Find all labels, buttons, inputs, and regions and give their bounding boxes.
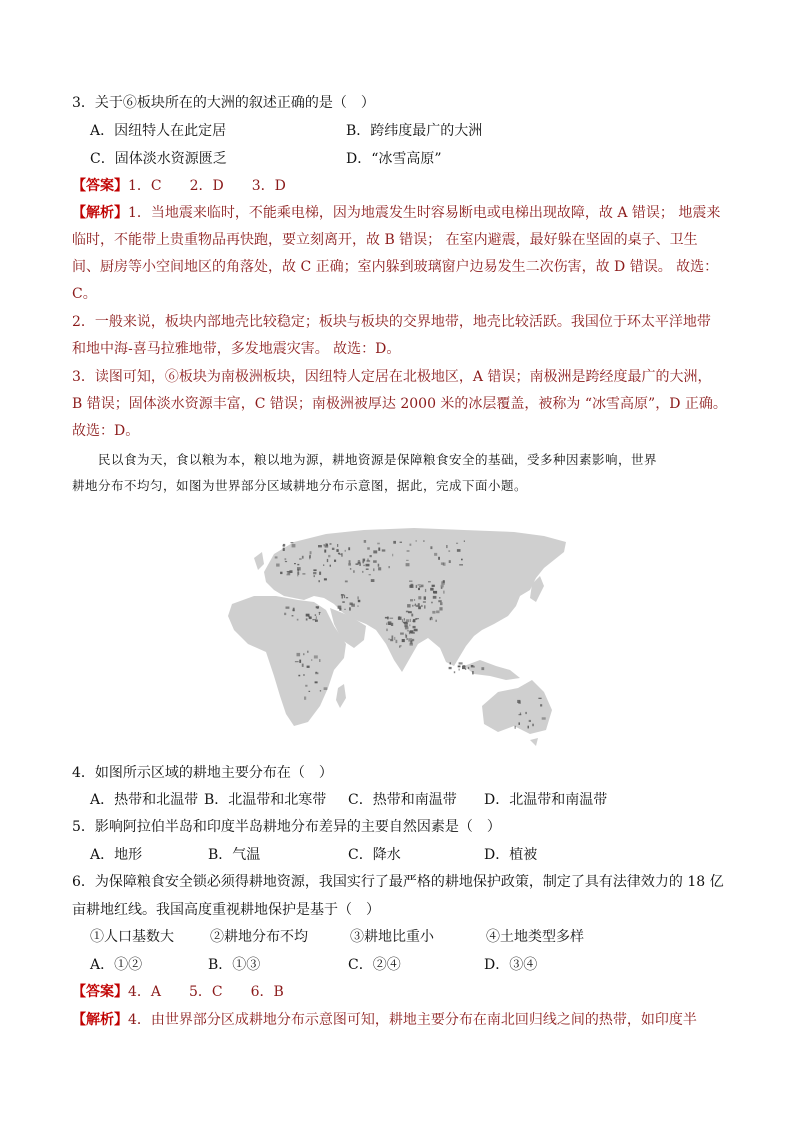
- farmland-patch: [465, 668, 466, 670]
- farmland-patch: [430, 588, 433, 591]
- farmland-patch: [459, 662, 463, 664]
- farmland-patch: [412, 639, 414, 641]
- q6-item-1: ①人口基数大: [90, 929, 174, 945]
- analysis-line: 和地中海-喜马拉雅地带，多发地震灾害。 故选：D。: [72, 341, 401, 357]
- farmland-patch: [430, 618, 431, 621]
- farmland-patch: [443, 591, 444, 594]
- farmland-patch: [410, 585, 413, 588]
- farmland-patch: [367, 547, 370, 549]
- farmland-patch: [327, 559, 328, 562]
- farmland-patch: [424, 605, 425, 608]
- farmland-patch: [404, 622, 408, 624]
- australia-landmass: [482, 680, 552, 734]
- farmland-patch: [346, 597, 348, 598]
- farmland-patch: [323, 544, 325, 546]
- farmland-patch: [366, 569, 369, 570]
- q5-option-b: B．气温: [208, 847, 261, 863]
- farmland-patch: [297, 572, 299, 575]
- farmland-patch: [406, 619, 409, 622]
- farmland-patch: [358, 560, 360, 562]
- farmland-patch: [525, 712, 527, 714]
- farmland-patch: [400, 633, 404, 635]
- farmland-patch: [304, 697, 306, 700]
- farmland-patch: [339, 554, 342, 555]
- farmland-patch: [302, 556, 304, 559]
- farmland-patch: [424, 596, 426, 599]
- farmland-patch: [438, 600, 441, 602]
- farmland-patch: [276, 564, 280, 567]
- farmland-patch: [297, 564, 299, 565]
- farmland-patch: [291, 542, 294, 543]
- analysis-line: 间、厨房等小空间地区的角落处，故 C 正确；室内躲到玻璃窗户边易发生二次伤害，故 D 错误。 故选：: [72, 259, 719, 275]
- farmland-patch: [316, 616, 317, 619]
- intro-line: 民以食为天，食以粮为本，粮以地为源，耕地资源是保障粮食安全的基础，受多种因素影响，世界: [72, 452, 658, 467]
- farmland-patch: [423, 601, 426, 602]
- farmland-patch: [284, 613, 286, 615]
- farmland-patch: [282, 545, 284, 547]
- farmland-patch: [342, 601, 345, 603]
- analysis-line: [72, 204, 720, 222]
- farmland-patch: [319, 572, 321, 575]
- farmland-patch: [390, 618, 394, 619]
- farmland-patch: [299, 558, 302, 560]
- farmland-patch: [344, 609, 345, 610]
- q3-stem: 3．关于⑥板块所在的大洲的叙述正确的是（ ）: [72, 95, 375, 111]
- africa-landmass: [228, 596, 346, 726]
- farmland-patch: [446, 545, 447, 548]
- farmland-patch: [292, 615, 294, 616]
- farmland-patch: [414, 629, 418, 632]
- farmland-patch: [416, 586, 417, 588]
- farmland-patch: [382, 549, 386, 551]
- farmland-patch: [315, 672, 317, 673]
- farmland-patch: [388, 639, 390, 640]
- analysis-tag: 【解析】: [72, 205, 128, 221]
- farmland-patch: [334, 560, 336, 562]
- farmland-patch: [425, 589, 426, 592]
- farmland-patch: [302, 664, 304, 667]
- farmland-patch: [389, 566, 390, 568]
- farmland-patch: [393, 541, 396, 544]
- farmland-patch: [410, 544, 412, 546]
- analysis-line: 故选：D。: [72, 423, 140, 439]
- farmland-patch: [314, 575, 316, 577]
- farmland-patch: [330, 565, 331, 567]
- farmland-patch: [285, 558, 287, 560]
- farmland-patch: [457, 549, 461, 552]
- farmland-patch: [413, 626, 416, 628]
- farmland-patch: [348, 563, 351, 566]
- farmland-patch: [339, 608, 341, 611]
- answer-text: 1．C 2．D 3．D: [128, 178, 286, 194]
- farmland-patch: [294, 563, 296, 564]
- farmland-patch: [519, 722, 520, 725]
- answer-block-2: [72, 983, 284, 1001]
- farmland-patch: [414, 605, 415, 606]
- farmland-patch: [292, 544, 296, 547]
- q5-option-a: A．地形: [90, 847, 143, 863]
- farmland-patch: [350, 568, 351, 570]
- farmland-patch: [353, 570, 355, 573]
- farmland-patch: [344, 595, 345, 598]
- farmland-patch: [432, 585, 435, 587]
- farmland-patch: [324, 687, 328, 690]
- analysis-text: 4．由世界部分区成耕地分布示意图可知，耕地主要分布在南北回归线之间的热带，如印度半: [128, 1012, 697, 1028]
- farmland-patch: [399, 616, 401, 619]
- farmland-patch: [433, 596, 437, 599]
- farmland-patch: [309, 691, 311, 692]
- farmland-patch: [378, 548, 380, 551]
- q5-option-c: C．降水: [348, 847, 401, 863]
- farmland-patch: [459, 564, 463, 566]
- farmland-patch: [387, 617, 389, 620]
- farmland-patch: [314, 655, 318, 658]
- farmland-patch: [313, 572, 316, 574]
- farmland-patch: [450, 662, 451, 664]
- farmland-patch: [431, 602, 433, 604]
- q6-stem-line: 亩耕地红线。我国高度重视耕地保护是基于（ ）: [72, 902, 380, 918]
- answer-tag: 【答案】: [72, 178, 128, 194]
- farmland-patch: [392, 636, 394, 640]
- farmland-patch: [275, 556, 278, 558]
- farmland-patch: [336, 549, 338, 552]
- farmland-patch: [519, 714, 522, 715]
- farmland-patch: [515, 726, 516, 729]
- farmland-patch: [428, 581, 431, 582]
- farmland-patch: [318, 545, 322, 547]
- farmland-patch: [441, 562, 444, 565]
- farmland-patch: [418, 596, 421, 599]
- farmland-patch: [315, 614, 316, 616]
- farmland-patch: [387, 629, 388, 632]
- farmland-patch: [394, 637, 395, 640]
- farmland-patch: [448, 550, 450, 552]
- q3-option-a: A．因纽特人在此定居: [90, 123, 227, 139]
- farmland-patch: [357, 596, 359, 599]
- farmland-patch: [315, 681, 318, 683]
- farmland-patch: [324, 550, 326, 553]
- farmland-patch: [400, 645, 402, 646]
- farmland-patch: [439, 607, 442, 610]
- farmland-patch: [297, 653, 301, 656]
- analysis-line: C。: [72, 286, 97, 302]
- farmland-patch: [434, 553, 437, 556]
- farmland-patch: [402, 639, 405, 642]
- farmland-patch: [283, 548, 285, 551]
- q3-option-b: B．跨纬度最广的大洲: [346, 123, 483, 139]
- q6-option-d: D．③④: [484, 957, 538, 973]
- farmland-patch: [348, 547, 350, 550]
- farmland-patch: [433, 591, 437, 593]
- farmland-patch: [542, 717, 546, 719]
- analysis-line: B 错误；固体淡水资源丰富，C 错误；南极洲被厚达 2000 米的冰层覆盖，被称为 “冰雪高原”，D 正确。: [72, 396, 727, 412]
- farmland-patch: [528, 726, 530, 729]
- q6-option-b: B．①③: [208, 957, 261, 973]
- farmland-patch: [332, 548, 335, 550]
- farmland-patch: [421, 605, 423, 607]
- q6-item-4: ④土地类型多样: [486, 929, 584, 945]
- analysis-text: 1．当地震来临时，不能乘电梯，因为地震发生时容易断电或电梯出现故障，故 A 错误； 地震来: [128, 205, 721, 221]
- farmland-patch: [386, 623, 388, 625]
- farmland-patch: [421, 585, 424, 588]
- q5-option-d: D．植被: [484, 847, 538, 863]
- farmland-patch: [408, 611, 412, 613]
- farmland-patch: [407, 550, 410, 551]
- farmland-patch: [413, 619, 416, 622]
- farmland-patch: [315, 619, 316, 622]
- farmland-patch: [439, 597, 440, 598]
- farmland-patch: [410, 619, 411, 622]
- farmland-patch: [416, 540, 417, 542]
- farmland-patch: [423, 540, 425, 541]
- farmland-patch: [396, 640, 398, 643]
- world-farmland-map: [214, 520, 574, 756]
- farmland-patch: [416, 585, 417, 586]
- farmland-patch: [449, 560, 451, 563]
- farmland-patch: [459, 669, 460, 671]
- farmland-patch: [405, 634, 406, 636]
- farmland-patch: [299, 660, 301, 663]
- farmland-patch: [286, 607, 290, 609]
- farmland-patch: [464, 540, 465, 542]
- farmland-patch: [456, 543, 458, 544]
- farmland-patch: [418, 606, 421, 609]
- farmland-patch: [349, 560, 351, 563]
- farmland-patch: [359, 563, 361, 566]
- farmland-patch: [454, 671, 455, 673]
- farmland-patch: [458, 666, 461, 668]
- analysis-line: 2．一般来说，板块内部地壳比较稳定；板块与板块的交界地带，地壳比较活跃。我国位于环太平洋地带: [72, 314, 711, 330]
- farmland-patch: [303, 653, 304, 655]
- farmland-patch: [295, 661, 299, 662]
- farmland-patch: [463, 665, 465, 666]
- analysis-line: 3．读图可知，⑥板块为南极洲板块，因纽特人定居在北极地区，A 错误；南极洲是跨经度最广的大洲，: [72, 369, 712, 385]
- q6-option-a: A．①②: [90, 957, 143, 973]
- q3-option-c: C．固体淡水资源匮乏: [90, 151, 227, 167]
- farmland-patch: [324, 578, 327, 580]
- farmland-patch: [373, 560, 377, 563]
- farmland-patch: [406, 560, 409, 561]
- farmland-patch: [319, 659, 321, 662]
- farmland-patch: [406, 563, 410, 566]
- farmland-patch: [418, 584, 421, 585]
- farmland-patch: [400, 542, 402, 543]
- farmland-patch: [431, 617, 433, 620]
- farmland-patch: [358, 600, 361, 602]
- farmland-patch: [330, 543, 332, 545]
- farmland-patch: [404, 618, 405, 620]
- farmland-patch: [378, 567, 381, 570]
- farmland-patch: [297, 575, 299, 576]
- farmland-patch: [303, 674, 305, 675]
- farmland-patch: [349, 607, 351, 610]
- farmland-patch: [345, 581, 348, 583]
- farmland-patch: [370, 555, 372, 557]
- farmland-patch: [309, 555, 311, 558]
- farmland-patch: [342, 596, 343, 599]
- farmland-patch: [298, 675, 300, 677]
- farmland-patch: [319, 612, 321, 613]
- land-masses: [228, 528, 566, 746]
- farmland-patch: [305, 685, 307, 687]
- farmland-patch: [311, 659, 312, 661]
- farmland-patch: [412, 605, 413, 607]
- answer-block-1: [72, 177, 286, 195]
- farmland-patch: [468, 667, 469, 669]
- farmland-patch: [320, 690, 321, 691]
- q4-option-b: B．北温带和北寒带: [204, 792, 327, 808]
- farmland-patch: [392, 554, 393, 557]
- q4-option-c: C．热带和南温带: [348, 792, 457, 808]
- tasmania-landmass: [530, 738, 538, 746]
- madagascar-landmass: [336, 684, 346, 708]
- farmland-patch: [302, 573, 305, 574]
- farmland-patch: [430, 546, 432, 549]
- farmland-patch: [297, 619, 299, 621]
- farmland-patch: [418, 588, 420, 590]
- farmland-patch: [532, 724, 534, 727]
- farmland-patch: [471, 665, 474, 667]
- farmland-patch: [369, 574, 371, 575]
- q6-option-c: C．②④: [348, 957, 401, 973]
- farmland-patch: [472, 671, 474, 674]
- farmland-patch: [341, 594, 344, 596]
- farmland-patch: [312, 619, 315, 620]
- farmland-patch: [285, 561, 287, 562]
- farmland-patch: [416, 605, 419, 607]
- farmland-patch: [318, 580, 320, 582]
- farmland-patch: [362, 571, 363, 573]
- q4-option-a: A．热带和北温带: [90, 792, 199, 808]
- farmland-patch: [323, 564, 324, 566]
- farmland-patch: [326, 544, 328, 546]
- farmland-patch: [313, 569, 316, 571]
- farmland-patch: [518, 702, 521, 703]
- farmland-patch: [461, 559, 463, 561]
- farmland-patch: [350, 603, 353, 606]
- intro-line: 耕地分布不均匀，如图为世界部分区域耕地分布示意图，据此，完成下面小题。: [72, 478, 528, 493]
- farmland-patch: [407, 630, 410, 631]
- farmland-patch: [404, 624, 407, 627]
- farmland-patch: [409, 581, 412, 582]
- farmland-patch: [538, 698, 541, 699]
- answer-tag: 【答案】: [72, 984, 128, 1000]
- farmland-patch: [438, 557, 440, 560]
- farmland-patch: [310, 551, 312, 554]
- farmland-patch: [337, 544, 338, 547]
- farmland-patch: [363, 559, 366, 562]
- farmland-patch: [371, 579, 375, 582]
- q3-option-d: D．“冰雪高原”: [346, 151, 442, 167]
- farmland-patch: [358, 562, 361, 564]
- farmland-patch: [306, 618, 308, 620]
- q6-item-2: ②耕地分布不均: [210, 929, 308, 945]
- farmland-patch: [345, 550, 346, 552]
- farmland-patch: [388, 621, 391, 624]
- farmland-patch: [367, 559, 368, 562]
- farmland-patch: [481, 667, 484, 670]
- analysis-block-2: [72, 1011, 697, 1029]
- farmland-patch: [411, 614, 413, 617]
- farmland-patch: [449, 667, 452, 669]
- q5-stem: 5．影响阿拉伯半岛和印度半岛耕地分布差异的主要自然因素是（ ）: [72, 819, 501, 835]
- farmland-patch: [410, 632, 413, 634]
- farmland-patch: [363, 565, 364, 566]
- farmland-patch: [529, 720, 531, 722]
- farmland-patch: [366, 564, 370, 567]
- farmland-patch: [287, 571, 290, 574]
- farmland-patch: [292, 609, 294, 611]
- farmland-patch: [307, 666, 310, 668]
- farmland-patch: [443, 580, 445, 582]
- farmland-patch: [297, 567, 301, 570]
- sea-islands-landmass: [464, 660, 520, 680]
- farmland-patch: [407, 604, 411, 607]
- farmland-patch: [373, 568, 375, 571]
- farmland-patch: [410, 599, 413, 601]
- farmland-patch: [373, 550, 377, 553]
- farmland-patch: [328, 555, 330, 557]
- farmland-patch: [432, 611, 435, 614]
- analysis-line: 临时，不能带上贵重物品再快跑，要立刻离开，故 B 错误； 在室内避震，最好躲在坚固的桌子、卫生: [72, 232, 698, 248]
- q4-option-d: D．北温带和南温带: [484, 792, 608, 808]
- british-isles-landmass: [254, 552, 264, 570]
- farmland-patch: [357, 606, 359, 607]
- answer-text: 4．A 5．C 6．B: [128, 984, 284, 1000]
- farmland-patch: [410, 643, 413, 646]
- farmland-patch: [440, 602, 443, 605]
- farmland-patch: [378, 564, 380, 567]
- farmland-patch: [436, 611, 439, 614]
- farmland-patch: [436, 620, 437, 622]
- farmland-patch: [402, 619, 403, 622]
- farmland-patch: [280, 572, 282, 574]
- farmland-patch: [364, 540, 366, 543]
- analysis-tag: 【解析】: [72, 1012, 128, 1028]
- q6-item-3: ③耕地比重小: [350, 929, 434, 945]
- farmland-patch: [390, 639, 393, 641]
- farmland-patch: [409, 624, 410, 626]
- q4-stem: 4．如图所示区域的耕地主要分布在（ ）: [72, 765, 333, 781]
- farmland-patch: [307, 651, 308, 653]
- farmland-patch: [317, 608, 319, 609]
- farmland-patch: [406, 611, 409, 613]
- farmland-patch: [441, 585, 444, 588]
- farmland-patch: [414, 599, 415, 600]
- farmland-patch: [308, 615, 309, 617]
- q6-stem-line: 6．为保障粮食安全锁必须得耕地资源，我国实行了最严格的耕地保护政策，制定了具有法律效力的 18 亿: [72, 874, 724, 890]
- farmland-patch: [377, 543, 380, 545]
- farmland-patch: [406, 638, 408, 639]
- farmland-patch: [540, 704, 542, 706]
